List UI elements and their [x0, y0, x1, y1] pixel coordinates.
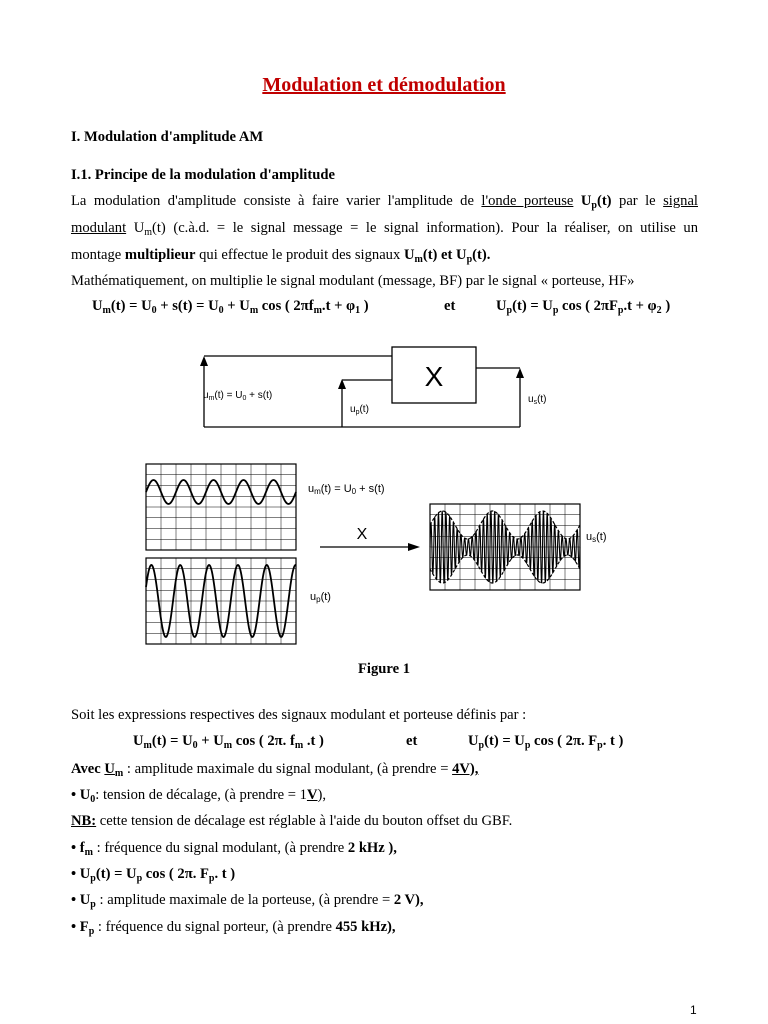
list-up-eq-b: (t) = U — [95, 866, 137, 882]
para1-up-t: (t) — [596, 193, 612, 209]
eq1-r-text-4: ) — [661, 298, 671, 314]
list-avec-value: 4V), — [452, 761, 479, 777]
document-title: Modulation et démodulation — [262, 74, 506, 96]
list-avec-um — [104, 761, 123, 777]
equation-modulant — [92, 298, 369, 315]
list-up-eq-c: cos ( 2π. F — [142, 866, 209, 882]
diagram2-us-label: us(t) — [586, 531, 607, 544]
scope-porteuse — [146, 558, 296, 644]
diagram1-um-label: $u_m(t) = U_0 + s(t)$ — [203, 390, 273, 402]
para1-modulant-link: modulant — [71, 220, 127, 236]
eq2-r-text-3: . t ) — [602, 733, 624, 749]
eq1-phi1-sub: 1 — [355, 305, 361, 316]
para1-multiplieur: multiplieur — [124, 247, 196, 263]
para1-montage: montage — [71, 247, 122, 263]
section-heading-principe: I.1. Principe de la modulation d'amplitude — [71, 167, 335, 183]
eq2-umamp-sub: m — [223, 740, 233, 751]
eq2-text-1: (t) = U — [151, 733, 193, 749]
multiply-arrow — [320, 543, 420, 551]
eq1-text-6: ) — [360, 298, 369, 314]
eq1-upamp-sub: p — [552, 305, 559, 316]
list-avec-label: Avec — [71, 761, 101, 777]
eq1-fm-sub: m — [313, 305, 322, 316]
diagram2-um-label: um(t) = U0 + s(t) — [308, 483, 385, 496]
list-fm-text: : fréquence du signal modulant, (à prendre — [92, 840, 348, 856]
para1-text-a: La modulation d'amplitude consiste à faire varier l'amplitude de — [71, 193, 474, 209]
para1-um-letter: U — [133, 220, 145, 236]
para1-l3-end: (t). — [472, 247, 491, 263]
eq2-um-sub: m — [143, 740, 152, 751]
eq1-um-sub: m — [102, 305, 111, 316]
eq1-u0-sub: 0 — [151, 305, 157, 316]
eq2-fp-sub: p — [597, 740, 603, 751]
eq1-text-5: .t + φ — [321, 298, 356, 314]
para1-up-symbol — [581, 193, 612, 209]
equation-2-et: et — [406, 733, 418, 749]
page-number: 1 — [690, 1003, 697, 1017]
list-u0-text: : tension de décalage, (à prendre = 1 — [95, 787, 307, 803]
list-upa-sub: p — [90, 899, 96, 910]
us-arrow — [516, 368, 524, 427]
list-up-amplitude — [71, 891, 424, 909]
diagram1-us-label: $u_s(t)$ — [528, 394, 547, 406]
diagram2-up-label: up(t) — [310, 591, 331, 604]
list-fp-text: : fréquence du signal porteur, (à prendre — [94, 919, 336, 935]
figure-caption: Figure 1 — [357, 661, 411, 677]
scope-modulant — [146, 464, 296, 550]
para1-l3-up-sub: p — [466, 254, 473, 265]
para1-l3-um: U — [403, 247, 415, 263]
para1-l3-et: (t) et U — [422, 247, 467, 263]
eq2-text-2: + U — [197, 733, 224, 749]
list-u0-letter: • U — [71, 787, 91, 803]
para1-um-sub: m — [144, 227, 153, 238]
list-avec-text: : amplitude maximale du signal modulant, (à prendre = — [123, 761, 453, 777]
list-nb-label: NB: — [71, 813, 97, 829]
list-u0-value: V — [306, 787, 318, 803]
eq1-r-text-3: .t + φ — [623, 298, 657, 314]
paragraph-1-line-3 — [71, 246, 490, 264]
paragraph-2: Soit les expressions respectives des signaux modulant et porteuse définis par : — [71, 707, 527, 723]
eq2-um: U — [133, 733, 144, 749]
list-u0 — [71, 786, 326, 804]
equation-et: et — [444, 298, 456, 314]
list-upa-symbol — [71, 892, 96, 908]
list-fm-letter: • f — [71, 840, 85, 856]
list-u0-end: ), — [317, 787, 326, 803]
eq2-up-sub: p — [478, 740, 485, 751]
para1-signal-link: signal — [663, 193, 698, 209]
list-up-eq-sub3: p — [208, 873, 215, 884]
eq1-umamp-sub: m — [249, 305, 259, 316]
para1-up-sub: p — [591, 200, 597, 211]
eq1-text-4: cos ( 2πf — [258, 298, 314, 314]
list-fm — [71, 839, 397, 857]
eq1-r-text-2: cos ( 2πF — [558, 298, 618, 314]
eq1-up-sub: p — [506, 305, 513, 316]
list-up-equation — [71, 865, 235, 883]
list-fp-letter: • F — [71, 919, 89, 935]
eq1-text-2: + s(t) = U — [156, 298, 219, 314]
section-heading-am: I. Modulation d'amplitude AM — [71, 129, 264, 145]
list-fp-sub: p — [88, 926, 95, 937]
up-arrow — [338, 379, 346, 427]
paragraph-1-line-2 — [71, 219, 698, 237]
eq2-fm-sub: m — [294, 740, 304, 751]
eq2-text-4: .t ) — [303, 733, 324, 749]
list-avec-um-sub: m — [114, 768, 124, 779]
list-fm-sub: m — [84, 847, 93, 858]
eq2-r-text-1: (t) = U — [484, 733, 525, 749]
list-up-eq-sub1: p — [90, 873, 96, 884]
eq1-um: U — [92, 298, 103, 314]
list-up-eq-d: . t ) — [214, 866, 236, 882]
eq1-phi2-sub: 2 — [656, 305, 662, 316]
list-avec — [71, 760, 478, 778]
list-upa-text: : amplitude maximale de la porteuse, (à prendre = — [95, 892, 394, 908]
para1-l3-mid: qui effectue le produit des signaux — [199, 247, 401, 263]
para1-l2-rest: (t) (c.à.d. = le signal message = le signal information). Pour la réaliser, on utilise un — [152, 220, 698, 236]
scope-modulated — [430, 504, 580, 590]
eq2-r-text-2: cos ( 2π. F — [530, 733, 598, 749]
para1-text-d: par le — [619, 193, 656, 209]
equation-porteuse — [496, 298, 670, 315]
equation-2-modulant — [133, 733, 324, 750]
waveform-diagram — [140, 458, 640, 648]
list-nb-text: cette tension de décalage est réglable à l'aide du bouton offset du GBF. — [96, 813, 513, 829]
eq1-fp-sub: p — [617, 305, 624, 316]
list-nb — [71, 812, 512, 830]
multiplier-symbol: X — [424, 361, 444, 392]
equation-2-porteuse — [468, 733, 623, 750]
list-fp-symbol — [71, 919, 94, 935]
eq2-upamp-sub: p — [524, 740, 531, 751]
diagram1-up-label: $u_p(t)$ — [350, 404, 369, 416]
para1-onde-porteuse: l'onde porteuse — [481, 193, 574, 209]
list-fp-value: 455 kHz), — [335, 919, 396, 935]
para1-up-letter: U — [580, 193, 592, 209]
eq1-text-1: (t) = U — [110, 298, 152, 314]
list-up-eq-sub2: p — [136, 873, 143, 884]
paragraph-1-line-4: Mathématiquement, on multiplie le signal modulant (message, BF) par le signal « porteuse, HF» — [71, 273, 635, 289]
multiply-symbol: X — [356, 526, 368, 543]
para1-um-up — [404, 247, 490, 263]
eq1-r-text-1: (t) = U — [512, 298, 553, 314]
list-fm-value: 2 kHz ), — [347, 840, 397, 856]
list-avec-um-letter: U — [104, 761, 115, 777]
eq1-up: U — [496, 298, 507, 314]
list-upa-letter: • U — [71, 892, 91, 908]
para1-l3-um-sub: m — [414, 254, 423, 265]
eq1-text-3: + U — [223, 298, 250, 314]
list-fp — [71, 918, 396, 936]
eq1-u0b-sub: 0 — [218, 305, 224, 316]
multiplier-circuit-diagram — [180, 340, 580, 440]
paragraph-1-line-1 — [71, 192, 698, 210]
list-u0-symbol — [71, 787, 95, 803]
list-fm-symbol — [71, 840, 93, 856]
list-up-eq-a: • U — [71, 866, 91, 882]
para1-um-symbol — [134, 220, 698, 236]
list-u0-sub: 0 — [90, 794, 96, 805]
eq2-up: U — [468, 733, 479, 749]
list-upa-value: 2 V), — [393, 892, 424, 908]
eq2-text-3: cos ( 2π. f — [232, 733, 295, 749]
eq2-u0-sub: 0 — [192, 740, 198, 751]
